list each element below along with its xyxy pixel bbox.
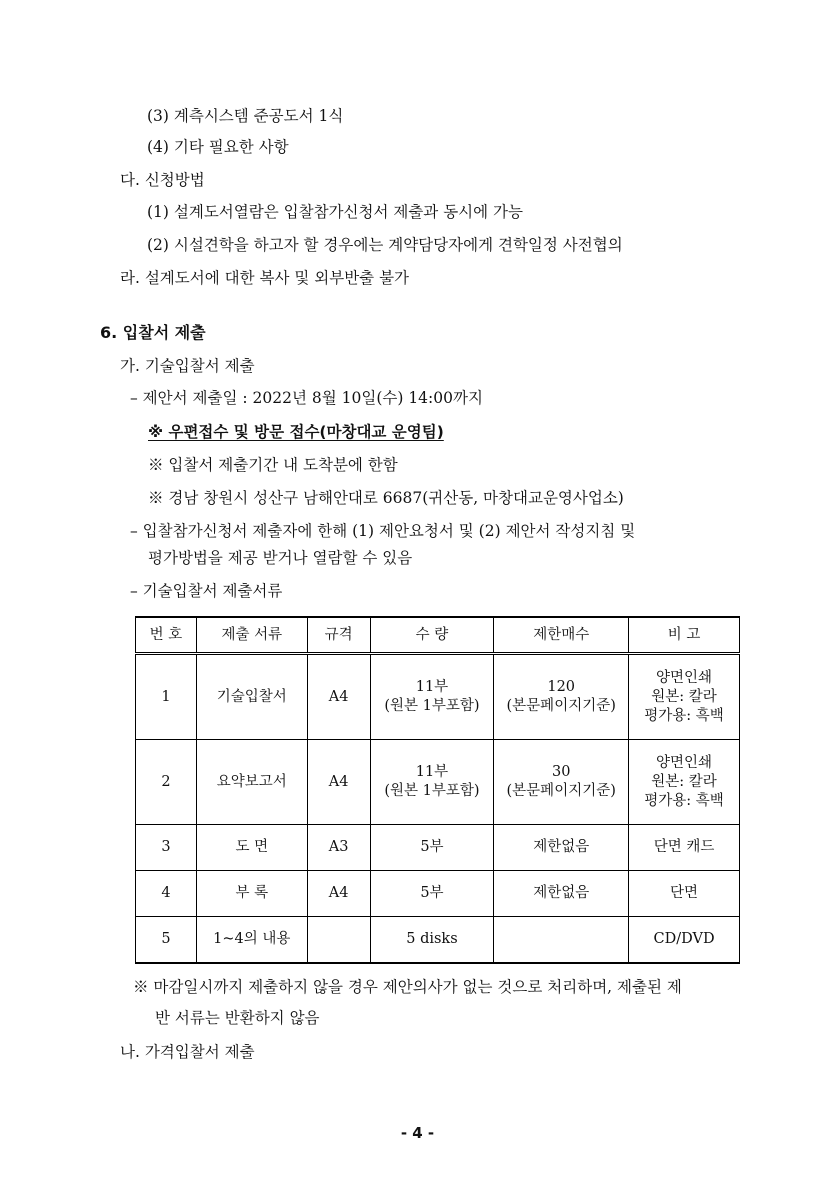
cell-qty <box>370 740 494 825</box>
header-size: 규격 <box>307 617 370 654</box>
note-original: 원본: 칼라 <box>651 688 717 705</box>
limit-count: 120 <box>547 679 576 695</box>
cell-doc: 기술입찰서 <box>196 654 307 740</box>
table-row <box>136 654 740 740</box>
cell-no: 2 <box>136 740 197 825</box>
header-no: 번 호 <box>136 617 197 654</box>
closing-note-cont: 반 서류는 반환하지 않음 <box>155 1009 320 1027</box>
limit-detail: (본문페이지기준) <box>506 783 616 799</box>
cell-limit <box>494 740 629 825</box>
cell-qty: 5부 <box>370 871 494 917</box>
cell-doc: 요약보고서 <box>196 740 307 825</box>
cell-note: CD/DVD <box>629 917 740 964</box>
cell-size: A3 <box>307 825 370 871</box>
cell-no: 4 <box>136 871 197 917</box>
cell-size: A4 <box>307 740 370 825</box>
cell-doc: 부 록 <box>196 871 307 917</box>
cell-doc: 도 면 <box>196 825 307 871</box>
subsection-da: 다. 신청방법 <box>120 171 205 189</box>
page-number: - 4 - <box>400 1124 435 1142</box>
subsection-ga: 가. 기술입찰서 제출 <box>120 357 255 375</box>
qty-count: 11부 <box>415 679 449 695</box>
table-row <box>136 825 740 871</box>
cell-size <box>307 917 370 964</box>
cell-note <box>629 740 740 825</box>
cell-limit: 제한없음 <box>494 871 629 917</box>
submission-documents-table <box>135 616 740 964</box>
note-print: 양면인쇄 <box>656 754 713 771</box>
subsection-na: 나. 가격입찰서 제출 <box>120 1043 255 1061</box>
section-title: 6. 입찰서 제출 <box>100 323 206 342</box>
note-eval: 평가용: 흑백 <box>644 792 724 809</box>
cell-limit <box>494 917 629 964</box>
cell-qty: 5부 <box>370 825 494 871</box>
cell-no: 5 <box>136 917 197 964</box>
address-note: ※ 경남 창원시 성산구 남해안대로 6687(귀산동, 마창대교운영사업소) <box>148 489 624 507</box>
method-1-line: (1) 설계도서열람은 입찰참가신청서 제출과 동시에 가능 <box>147 203 523 221</box>
cell-qty <box>370 654 494 740</box>
cell-no: 1 <box>136 654 197 740</box>
header-note: 비 고 <box>629 617 740 654</box>
table-row <box>136 871 740 917</box>
cell-limit <box>494 654 629 740</box>
cell-note: 단면 캐드 <box>629 825 740 871</box>
cell-note <box>629 654 740 740</box>
cell-size: A4 <box>307 654 370 740</box>
table-row <box>136 740 740 825</box>
deadline-note: ※ 입찰서 제출기간 내 도착분에 한함 <box>148 456 398 474</box>
cell-doc: 1~4의 내용 <box>196 917 307 964</box>
note-original: 원본: 칼라 <box>651 773 717 790</box>
cell-qty: 5 disks <box>370 917 494 964</box>
applicant-line-cont: 평가방법을 제공 받거나 열람할 수 있음 <box>148 549 413 567</box>
reception-note: ※ 우편접수 및 방문 접수(마창대교 운영팀) <box>148 423 444 441</box>
qty-count: 11부 <box>415 764 449 780</box>
subsection-ra: 라. 설계도서에 대한 복사 및 외부반출 불가 <box>120 269 410 287</box>
cell-note: 단면 <box>629 871 740 917</box>
qty-detail: (원본 1부포함) <box>384 783 480 799</box>
header-doc: 제출 서류 <box>196 617 307 654</box>
header-limit: 제한매수 <box>494 617 629 654</box>
cell-size: A4 <box>307 871 370 917</box>
limit-detail: (본문페이지기준) <box>506 698 616 714</box>
submission-date-line: – 제안서 제출일 : 2022년 8월 10일(수) 14:00까지 <box>130 389 483 407</box>
cell-limit: 제한없음 <box>494 825 629 871</box>
item-4-line: (4) 기타 필요한 사항 <box>147 138 289 156</box>
header-qty: 수 량 <box>370 617 494 654</box>
table-row <box>136 917 740 964</box>
applicant-line: – 입찰참가신청서 제출자에 한해 (1) 제안요청서 및 (2) 제안서 작성지침 및 <box>130 522 636 540</box>
note-print: 양면인쇄 <box>656 669 713 686</box>
table-header-row <box>136 617 740 654</box>
closing-note: ※ 마감일시까지 제출하지 않을 경우 제안의사가 없는 것으로 처리하며, 제출된 제 <box>133 978 682 996</box>
qty-detail: (원본 1부포함) <box>384 698 480 714</box>
item-3-line: (3) 계측시스템 준공도서 1식 <box>147 107 344 125</box>
note-eval: 평가용: 흑백 <box>644 707 724 724</box>
documents-heading: – 기술입찰서 제출서류 <box>130 582 283 600</box>
cell-no: 3 <box>136 825 197 871</box>
limit-count: 30 <box>551 764 571 780</box>
method-2-line: (2) 시설견학을 하고자 할 경우에는 계약담당자에게 견학일정 사전협의 <box>147 236 623 254</box>
